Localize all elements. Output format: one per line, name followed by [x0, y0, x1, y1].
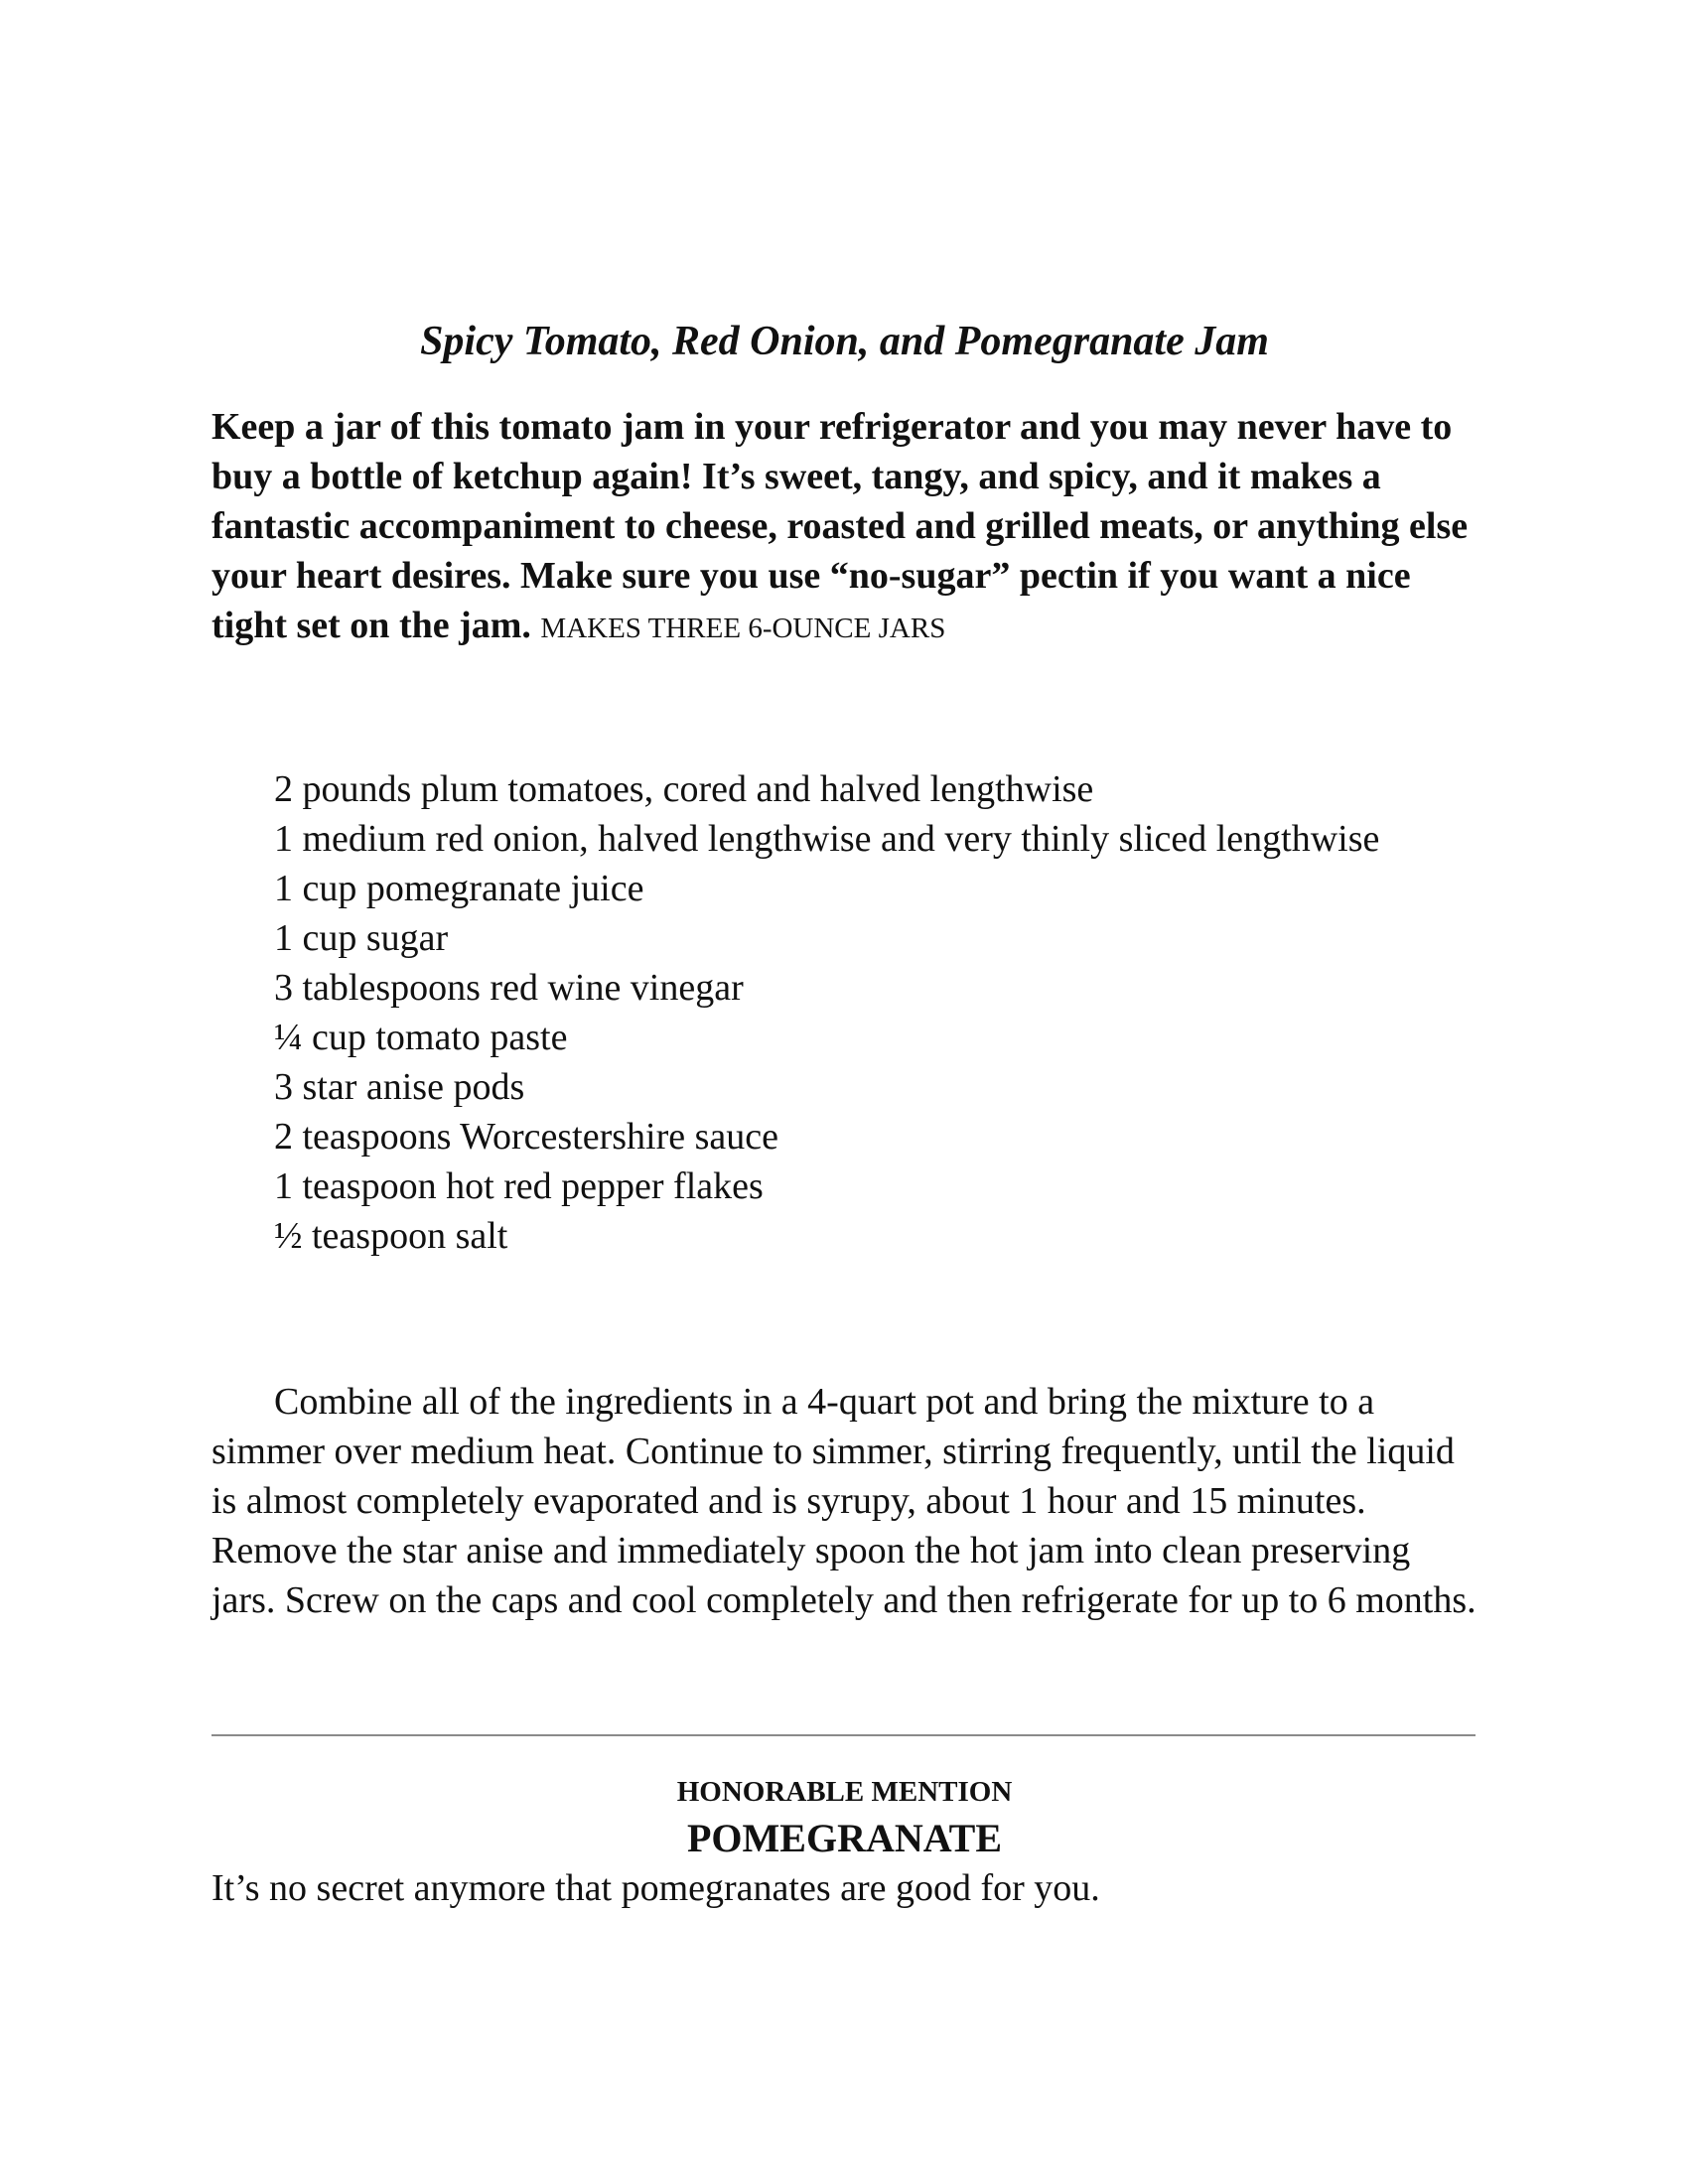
honorable-mention-kicker: HONORABLE MENTION: [676, 1776, 1013, 1808]
honorable-mention-text: It’s no secret anymore that pomegranates are good for you.: [211, 1867, 1100, 1909]
ingredient-item: ¼ cup tomato paste: [274, 1017, 568, 1058]
ingredient-item: 1 teaspoon hot red pepper flakes: [274, 1165, 764, 1207]
recipe-title: Spicy Tomato, Red Onion, and Pomegranate Jam: [420, 319, 1269, 364]
document-page: [211, 0, 1477, 2184]
ingredient-item: 1 medium red onion, halved lengthwise and very thinly sliced lengthwise: [274, 818, 1380, 860]
recipe-headnote: Keep a jar of this tomato jam in your refrigerator and you may never have to buy a bottle of ketchup again! It’s sweet, tangy, and spicy, and it makes a fantastic accompaniment to cheese, roasted and grilled meats, or anything else your heart desires. Make sure you use “no-sugar” pectin if you want a nice tight set on the jam.: [211, 406, 1469, 646]
ingredient-item: ½ teaspoon salt: [274, 1215, 508, 1257]
ingredient-item: 3 star anise pods: [274, 1066, 525, 1108]
honorable-mention-title: POMEGRANATE: [686, 1816, 1003, 1860]
recipe-method: Combine all of the ingredients in a 4-quart pot and bring the mixture to a simmer over medium heat. Continue to simmer, stirring frequently, until the liquid is almost completely evaporated and is syrupy, about 1 hour and 15 minutes. Remove the star anise and immediately spoon the hot jam into clean preserving jars. Screw on the caps and cool completely and then refrigerate for up to 6 months.: [211, 1381, 1477, 1621]
recipe-intro: [211, 402, 1477, 653]
section-divider: [211, 1734, 1476, 1736]
ingredient-item: 1 cup pomegranate juice: [274, 868, 644, 909]
ingredient-item: 2 teaspoons Worcestershire sauce: [274, 1116, 779, 1158]
ingredient-item: 2 pounds plum tomatoes, cored and halved lengthwise: [274, 768, 1094, 810]
ingredient-item: 3 tablespoons red wine vinegar: [274, 967, 744, 1009]
recipe-yield: MAKES THREE 6-OUNCE JARS: [540, 613, 946, 644]
ingredient-item: 1 cup sugar: [274, 917, 449, 959]
ingredient-list: [274, 764, 1416, 1261]
